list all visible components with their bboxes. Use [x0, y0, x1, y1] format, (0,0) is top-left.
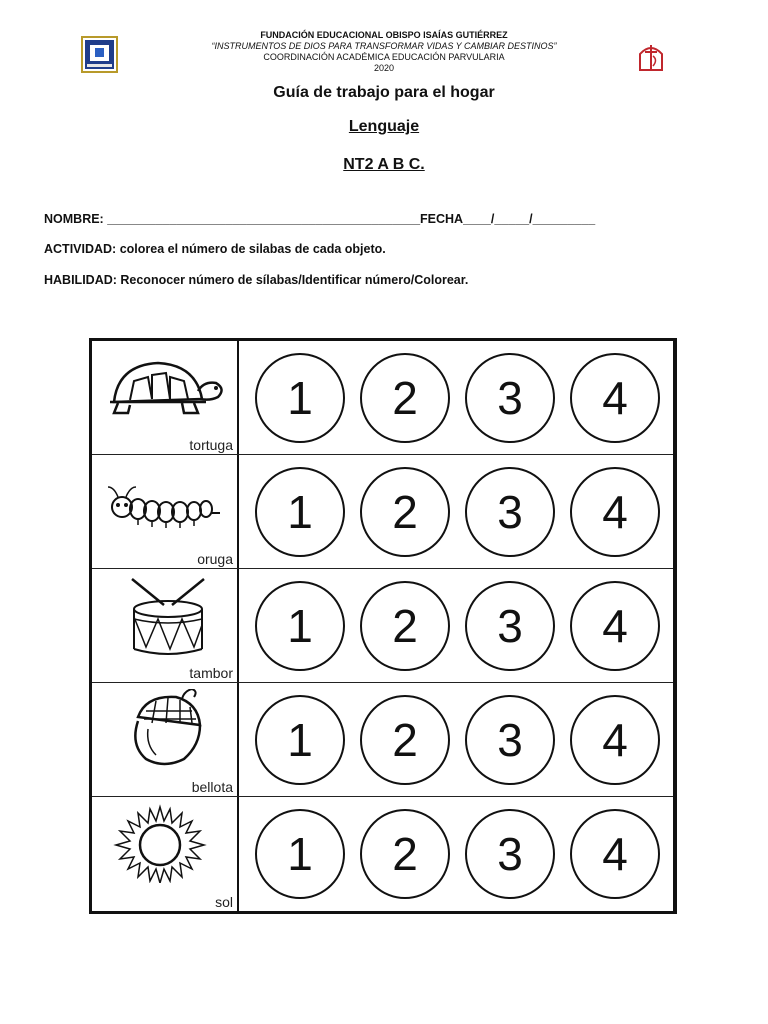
syllable-option-4[interactable]: 4 — [570, 353, 660, 443]
syllable-option-2[interactable]: 2 — [360, 809, 450, 899]
activity-instruction: ACTIVIDAD: colorea el número de silabas de cada objeto. — [44, 242, 386, 256]
institution-name: FUNDACIÓN EDUCACIONAL OBISPO ISAÍAS GUTIÉRREZ — [260, 30, 508, 40]
grid-row-tambor — [92, 569, 673, 683]
syllable-option-3[interactable]: 3 — [465, 467, 555, 557]
syllable-option-1[interactable]: 1 — [255, 581, 345, 671]
caterpillar-icon — [100, 461, 230, 541]
subject-title: Lenguaje — [348, 118, 420, 135]
level-title: NT2 A B C. — [343, 156, 425, 173]
syllable-option-1[interactable]: 1 — [255, 695, 345, 785]
syllable-option-4[interactable]: 4 — [570, 581, 660, 671]
syllable-option-2[interactable]: 2 — [360, 695, 450, 785]
name-date-line[interactable]: NOMBRE: _____________________________________________FECHA____/_____/_________ — [44, 212, 596, 226]
grid-row-oruga — [92, 455, 673, 569]
syllable-option-4[interactable]: 4 — [570, 695, 660, 785]
picture-cell — [92, 569, 239, 682]
word-label: tambor — [189, 665, 233, 681]
document-header — [0, 30, 768, 74]
picture-cell — [92, 683, 239, 796]
picture-cell — [92, 797, 239, 911]
word-label: bellota — [191, 779, 233, 795]
syllable-option-3[interactable]: 3 — [465, 695, 555, 785]
syllable-option-2[interactable]: 2 — [360, 353, 450, 443]
drum-icon — [100, 575, 230, 655]
word-label: tortuga — [189, 437, 233, 453]
worksheet-title: Guía de trabajo para el hogar — [273, 84, 495, 101]
grid-row-bellota — [92, 683, 673, 797]
acorn-icon — [100, 689, 230, 769]
skill-description: HABILIDAD: Reconocer número de sílabas/Identificar número/Colorear. — [44, 273, 469, 287]
syllable-grid — [89, 338, 677, 914]
word-label: oruga — [197, 551, 233, 567]
syllable-option-3[interactable]: 3 — [465, 353, 555, 443]
syllable-option-2[interactable]: 2 — [360, 467, 450, 557]
document-year: 2020 — [373, 63, 395, 73]
institution-motto: “INSTRUMENTOS DE DIOS PARA TRANSFORMAR VIDAS Y CAMBIAR DESTINOS” — [211, 41, 557, 51]
syllable-option-4[interactable]: 4 — [570, 467, 660, 557]
syllable-option-2[interactable]: 2 — [360, 581, 450, 671]
picture-cell — [92, 341, 239, 454]
syllable-option-3[interactable]: 3 — [465, 581, 555, 671]
sun-icon — [100, 803, 230, 883]
picture-cell — [92, 455, 239, 568]
syllable-option-1[interactable]: 1 — [255, 467, 345, 557]
syllable-option-3[interactable]: 3 — [465, 809, 555, 899]
grid-row-tortuga — [92, 341, 673, 455]
syllable-option-4[interactable]: 4 — [570, 809, 660, 899]
syllable-option-1[interactable]: 1 — [255, 809, 345, 899]
department-name: COORDINACIÓN ACADÉMICA EDUCACIÓN PARVULARIA — [263, 52, 505, 62]
turtle-icon — [100, 347, 230, 427]
grid-row-sol — [92, 797, 673, 911]
word-label: sol — [215, 894, 233, 910]
syllable-option-1[interactable]: 1 — [255, 353, 345, 443]
